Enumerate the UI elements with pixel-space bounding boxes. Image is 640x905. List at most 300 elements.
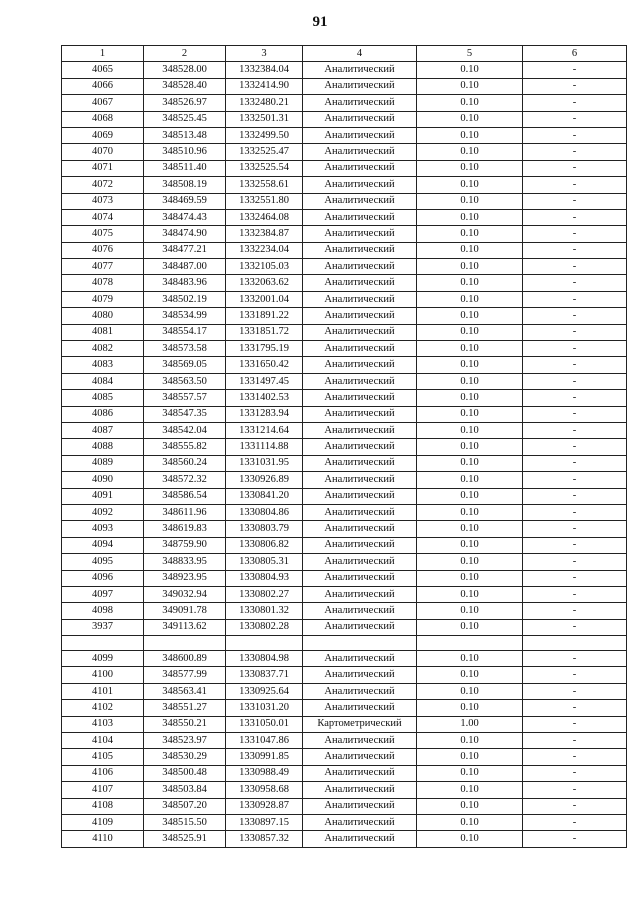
table-cell: 4107 — [62, 782, 144, 798]
table-cell: 4086 — [62, 406, 144, 422]
table-cell: - — [523, 308, 627, 324]
table-cell: Аналитический — [303, 586, 417, 602]
table-cell: Аналитический — [303, 95, 417, 111]
table-cell: Аналитический — [303, 472, 417, 488]
table-cell: 1332063.62 — [226, 275, 303, 291]
table-cell: Аналитический — [303, 782, 417, 798]
table-cell: - — [523, 209, 627, 225]
table-cell: 4094 — [62, 537, 144, 553]
coordinates-table — [61, 45, 627, 848]
table-row — [62, 357, 627, 373]
table-cell: 0.10 — [417, 357, 523, 373]
table-cell: 1330841.20 — [226, 488, 303, 504]
table-cell: 4097 — [62, 586, 144, 602]
table-cell: 1330988.49 — [226, 765, 303, 781]
table-cell: 348477.21 — [144, 242, 226, 258]
table-cell: 348525.45 — [144, 111, 226, 127]
table-cell: 4103 — [62, 716, 144, 732]
table-cell: Аналитический — [303, 554, 417, 570]
page-number: 91 — [312, 14, 328, 30]
table-cell: Аналитический — [303, 765, 417, 781]
table-row — [62, 341, 627, 357]
table-cell: 1332551.80 — [226, 193, 303, 209]
table-cell: 348586.54 — [144, 488, 226, 504]
table-cell: 4099 — [62, 651, 144, 667]
table-row — [62, 814, 627, 830]
table-cell: - — [523, 177, 627, 193]
table-cell: 1330857.32 — [226, 831, 303, 847]
table-cell: Аналитический — [303, 160, 417, 176]
table-cell: Аналитический — [303, 406, 417, 422]
table-cell: Аналитический — [303, 291, 417, 307]
table-cell — [144, 636, 226, 651]
table-cell: Аналитический — [303, 749, 417, 765]
table-cell: Аналитический — [303, 683, 417, 699]
table-row — [62, 765, 627, 781]
table-cell: 348530.29 — [144, 749, 226, 765]
table-cell: 348550.21 — [144, 716, 226, 732]
table-cell: Аналитический — [303, 488, 417, 504]
table-cell: Аналитический — [303, 226, 417, 242]
table-cell: 4108 — [62, 798, 144, 814]
table-cell: 348759.90 — [144, 537, 226, 553]
table-cell: 1330805.31 — [226, 554, 303, 570]
table-cell: - — [523, 78, 627, 94]
table-cell: - — [523, 814, 627, 830]
table-cell: - — [523, 324, 627, 340]
table-cell: 0.10 — [417, 472, 523, 488]
table-cell: 349032.94 — [144, 586, 226, 602]
table-row — [62, 95, 627, 111]
table-cell — [417, 636, 523, 651]
table-cell — [303, 636, 417, 651]
table-cell: - — [523, 700, 627, 716]
table-row — [62, 749, 627, 765]
table-cell: 4088 — [62, 439, 144, 455]
table-cell: Аналитический — [303, 439, 417, 455]
table-row — [62, 472, 627, 488]
table-cell: - — [523, 554, 627, 570]
table-cell: 4078 — [62, 275, 144, 291]
table-cell: 4067 — [62, 95, 144, 111]
table-row — [62, 373, 627, 389]
table-row — [62, 177, 627, 193]
table-cell: Аналитический — [303, 521, 417, 537]
table-cell: - — [523, 357, 627, 373]
table-cell: Аналитический — [303, 798, 417, 814]
table-row — [62, 586, 627, 602]
table-cell: Аналитический — [303, 619, 417, 635]
table-row — [62, 537, 627, 553]
table-cell: - — [523, 749, 627, 765]
table-cell: - — [523, 406, 627, 422]
table-cell: - — [523, 603, 627, 619]
table-row — [62, 636, 627, 651]
table-cell: 0.10 — [417, 209, 523, 225]
table-cell: Аналитический — [303, 144, 417, 160]
table-cell: 0.10 — [417, 177, 523, 193]
table-row — [62, 570, 627, 586]
table-cell: 1332480.21 — [226, 95, 303, 111]
table-cell: 1331047.86 — [226, 733, 303, 749]
table-cell: 0.10 — [417, 62, 523, 78]
table-cell: 4090 — [62, 472, 144, 488]
table-cell: Аналитический — [303, 78, 417, 94]
table-cell: 348469.59 — [144, 193, 226, 209]
table-cell: - — [523, 798, 627, 814]
table-cell: 1330958.68 — [226, 782, 303, 798]
table-row — [62, 144, 627, 160]
table-row — [62, 406, 627, 422]
table-cell: Аналитический — [303, 242, 417, 258]
table-cell: 4098 — [62, 603, 144, 619]
table-cell: - — [523, 226, 627, 242]
table-cell: 4081 — [62, 324, 144, 340]
table-cell: - — [523, 782, 627, 798]
table-cell: 1332001.04 — [226, 291, 303, 307]
table-cell: - — [523, 111, 627, 127]
table-cell: 349091.78 — [144, 603, 226, 619]
table-cell: Аналитический — [303, 259, 417, 275]
table-cell: Аналитический — [303, 308, 417, 324]
table-row — [62, 127, 627, 143]
table-cell: 4071 — [62, 160, 144, 176]
table-row — [62, 667, 627, 683]
table-cell: 3937 — [62, 619, 144, 635]
table-cell: 0.10 — [417, 537, 523, 553]
table-row — [62, 78, 627, 94]
table-cell: 1330837.71 — [226, 667, 303, 683]
table-cell — [62, 636, 144, 651]
table-cell: Аналитический — [303, 275, 417, 291]
table-cell: 348483.96 — [144, 275, 226, 291]
table-cell: 348503.84 — [144, 782, 226, 798]
table-cell: 4083 — [62, 357, 144, 373]
table-cell: 348510.96 — [144, 144, 226, 160]
table-cell: - — [523, 144, 627, 160]
table-cell: 1331891.22 — [226, 308, 303, 324]
table-cell: 4084 — [62, 373, 144, 389]
table-cell: 348833.95 — [144, 554, 226, 570]
table-cell: 4110 — [62, 831, 144, 847]
table-cell: 0.10 — [417, 95, 523, 111]
table-cell: 4109 — [62, 814, 144, 830]
table-cell: 0.10 — [417, 554, 523, 570]
table-cell: Аналитический — [303, 831, 417, 847]
table-cell: - — [523, 472, 627, 488]
table-cell: 348534.99 — [144, 308, 226, 324]
table-cell: 4076 — [62, 242, 144, 258]
table-cell: 348528.00 — [144, 62, 226, 78]
table-cell: 1332105.03 — [226, 259, 303, 275]
table-cell: 1332499.50 — [226, 127, 303, 143]
table-cell: 1331497.45 — [226, 373, 303, 389]
table-cell: 1330806.82 — [226, 537, 303, 553]
table-cell: 348560.24 — [144, 455, 226, 471]
table-cell: 0.10 — [417, 782, 523, 798]
table-row — [62, 700, 627, 716]
table-cell: 348526.97 — [144, 95, 226, 111]
table-cell: 0.10 — [417, 831, 523, 847]
table-cell: 348487.00 — [144, 259, 226, 275]
table-cell: 1331283.94 — [226, 406, 303, 422]
table-cell: 0.10 — [417, 373, 523, 389]
table-cell: 4087 — [62, 422, 144, 438]
column-header: 2 — [144, 46, 226, 62]
table-cell: 349113.62 — [144, 619, 226, 635]
table-cell: 4074 — [62, 209, 144, 225]
table-cell: 4106 — [62, 765, 144, 781]
table-cell: 1332384.87 — [226, 226, 303, 242]
table-cell: 1330802.27 — [226, 586, 303, 602]
table-cell: 0.10 — [417, 193, 523, 209]
table-cell: 4085 — [62, 390, 144, 406]
table-cell: 1331795.19 — [226, 341, 303, 357]
table-cell: Аналитический — [303, 455, 417, 471]
table-cell: - — [523, 488, 627, 504]
table-cell: Аналитический — [303, 341, 417, 357]
table-cell: 4069 — [62, 127, 144, 143]
table-cell: - — [523, 275, 627, 291]
table-row — [62, 308, 627, 324]
table-cell: Аналитический — [303, 193, 417, 209]
column-header: 4 — [303, 46, 417, 62]
table-cell: 1332234.04 — [226, 242, 303, 258]
table-cell: 4089 — [62, 455, 144, 471]
table-cell: Картометрический — [303, 716, 417, 732]
table-cell: 1330802.28 — [226, 619, 303, 635]
table-row — [62, 716, 627, 732]
table-cell: 0.10 — [417, 733, 523, 749]
table-cell: 4066 — [62, 78, 144, 94]
table-row — [62, 521, 627, 537]
table-cell: 1331214.64 — [226, 422, 303, 438]
table-cell: 4065 — [62, 62, 144, 78]
table-cell: 348569.05 — [144, 357, 226, 373]
table-row — [62, 160, 627, 176]
column-header: 3 — [226, 46, 303, 62]
table-cell: 1332464.08 — [226, 209, 303, 225]
table-cell: 348500.48 — [144, 765, 226, 781]
table-row — [62, 193, 627, 209]
table-cell: 0.10 — [417, 749, 523, 765]
table-cell: 1332558.61 — [226, 177, 303, 193]
table-cell: 348555.82 — [144, 439, 226, 455]
table-cell: 348563.50 — [144, 373, 226, 389]
table-cell: 4079 — [62, 291, 144, 307]
table-cell: 348507.20 — [144, 798, 226, 814]
table-row — [62, 455, 627, 471]
table-cell: 0.10 — [417, 275, 523, 291]
table-cell: - — [523, 259, 627, 275]
table-row — [62, 798, 627, 814]
table-cell: Аналитический — [303, 700, 417, 716]
table-cell: 0.10 — [417, 455, 523, 471]
table-cell: 0.10 — [417, 406, 523, 422]
table-cell: Аналитический — [303, 667, 417, 683]
table-cell: 4092 — [62, 504, 144, 520]
table-cell: 1.00 — [417, 716, 523, 732]
table-cell: 0.10 — [417, 586, 523, 602]
table-cell: 348573.58 — [144, 341, 226, 357]
table-cell: Аналитический — [303, 537, 417, 553]
table-cell: 1332501.31 — [226, 111, 303, 127]
table-cell: 1331851.72 — [226, 324, 303, 340]
table-cell: 348528.40 — [144, 78, 226, 94]
table-cell: - — [523, 667, 627, 683]
table-cell: 0.10 — [417, 570, 523, 586]
table-cell: Аналитический — [303, 733, 417, 749]
table-cell: 1332525.47 — [226, 144, 303, 160]
table-cell: 1330804.86 — [226, 504, 303, 520]
table-cell: - — [523, 716, 627, 732]
table-cell: 348525.91 — [144, 831, 226, 847]
table-cell: 348619.83 — [144, 521, 226, 537]
table-cell: 0.10 — [417, 667, 523, 683]
column-header: 6 — [523, 46, 627, 62]
table-cell: - — [523, 651, 627, 667]
table-cell: 1331650.42 — [226, 357, 303, 373]
table-row — [62, 733, 627, 749]
table-cell: 0.10 — [417, 324, 523, 340]
table-cell: 1331031.20 — [226, 700, 303, 716]
table-cell: 4072 — [62, 177, 144, 193]
table-cell: 348554.17 — [144, 324, 226, 340]
table-cell: - — [523, 504, 627, 520]
table-cell: 0.10 — [417, 341, 523, 357]
table-cell: 1331114.88 — [226, 439, 303, 455]
table-cell: Аналитический — [303, 62, 417, 78]
table-cell: 1332414.90 — [226, 78, 303, 94]
table-cell: 4082 — [62, 341, 144, 357]
table-row — [62, 554, 627, 570]
table-cell: 0.10 — [417, 765, 523, 781]
table-cell: 0.10 — [417, 291, 523, 307]
table-cell: 348551.27 — [144, 700, 226, 716]
table-cell: 0.10 — [417, 651, 523, 667]
table-cell: 0.10 — [417, 700, 523, 716]
table-cell: 0.10 — [417, 683, 523, 699]
table-cell: - — [523, 422, 627, 438]
table-cell: 4091 — [62, 488, 144, 504]
table-cell: 4102 — [62, 700, 144, 716]
table-cell: 1330897.15 — [226, 814, 303, 830]
table-cell: 4105 — [62, 749, 144, 765]
table-cell: - — [523, 390, 627, 406]
table-cell: 348474.90 — [144, 226, 226, 242]
table-cell: 348563.41 — [144, 683, 226, 699]
table-cell: 0.10 — [417, 390, 523, 406]
table-cell: 4077 — [62, 259, 144, 275]
table-body — [62, 62, 627, 847]
table-cell: 0.10 — [417, 422, 523, 438]
table-cell: - — [523, 439, 627, 455]
table-cell: 1332384.04 — [226, 62, 303, 78]
table-cell: Аналитический — [303, 422, 417, 438]
table-cell: 348502.19 — [144, 291, 226, 307]
table-cell: 4073 — [62, 193, 144, 209]
table-cell: - — [523, 127, 627, 143]
table-cell: Аналитический — [303, 651, 417, 667]
table-cell: 348474.43 — [144, 209, 226, 225]
table-row — [62, 488, 627, 504]
table-cell: 348923.95 — [144, 570, 226, 586]
table-cell: - — [523, 831, 627, 847]
table-cell: 4096 — [62, 570, 144, 586]
table-cell: - — [523, 242, 627, 258]
table-row — [62, 422, 627, 438]
table-row — [62, 683, 627, 699]
table-cell: 348542.04 — [144, 422, 226, 438]
table-cell: 348577.99 — [144, 667, 226, 683]
table-cell: 0.10 — [417, 160, 523, 176]
table-row — [62, 651, 627, 667]
table-cell: 1330804.98 — [226, 651, 303, 667]
table-cell: 4100 — [62, 667, 144, 683]
table-cell: 348547.35 — [144, 406, 226, 422]
table-cell: 1330928.87 — [226, 798, 303, 814]
table-cell: 348600.89 — [144, 651, 226, 667]
table-cell: - — [523, 341, 627, 357]
table-cell: - — [523, 765, 627, 781]
table-row — [62, 226, 627, 242]
table-row — [62, 619, 627, 635]
table-header-row — [62, 46, 627, 62]
table-row — [62, 831, 627, 847]
table-row — [62, 209, 627, 225]
table-cell: 0.10 — [417, 619, 523, 635]
table-cell: 4075 — [62, 226, 144, 242]
table-cell: 0.10 — [417, 488, 523, 504]
table-cell: 0.10 — [417, 259, 523, 275]
table-cell: Аналитический — [303, 324, 417, 340]
table-cell: 348557.57 — [144, 390, 226, 406]
table-cell: 1330925.64 — [226, 683, 303, 699]
table-cell: 1330803.79 — [226, 521, 303, 537]
table-cell: 348523.97 — [144, 733, 226, 749]
table-cell: - — [523, 619, 627, 635]
table-cell: 0.10 — [417, 603, 523, 619]
table-cell: Аналитический — [303, 504, 417, 520]
table-cell: 1331402.53 — [226, 390, 303, 406]
table-cell: - — [523, 62, 627, 78]
table-cell: Аналитический — [303, 127, 417, 143]
table-cell: Аналитический — [303, 603, 417, 619]
table-cell: 1330926.89 — [226, 472, 303, 488]
table-cell: 1331050.01 — [226, 716, 303, 732]
table-cell: 0.10 — [417, 78, 523, 94]
table-cell: 0.10 — [417, 144, 523, 160]
table-cell: 0.10 — [417, 226, 523, 242]
table-cell: - — [523, 160, 627, 176]
table-row — [62, 275, 627, 291]
table-row — [62, 259, 627, 275]
table-cell: 4095 — [62, 554, 144, 570]
table-cell: - — [523, 683, 627, 699]
table-cell: Аналитический — [303, 390, 417, 406]
table-cell: Аналитический — [303, 209, 417, 225]
table-cell: 4070 — [62, 144, 144, 160]
table-cell: Аналитический — [303, 111, 417, 127]
table-cell: 1330991.85 — [226, 749, 303, 765]
table-row — [62, 504, 627, 520]
table-cell: Аналитический — [303, 570, 417, 586]
table-cell: Аналитический — [303, 357, 417, 373]
table-cell: - — [523, 291, 627, 307]
table-cell — [523, 636, 627, 651]
column-header: 1 — [62, 46, 144, 62]
table-row — [62, 439, 627, 455]
